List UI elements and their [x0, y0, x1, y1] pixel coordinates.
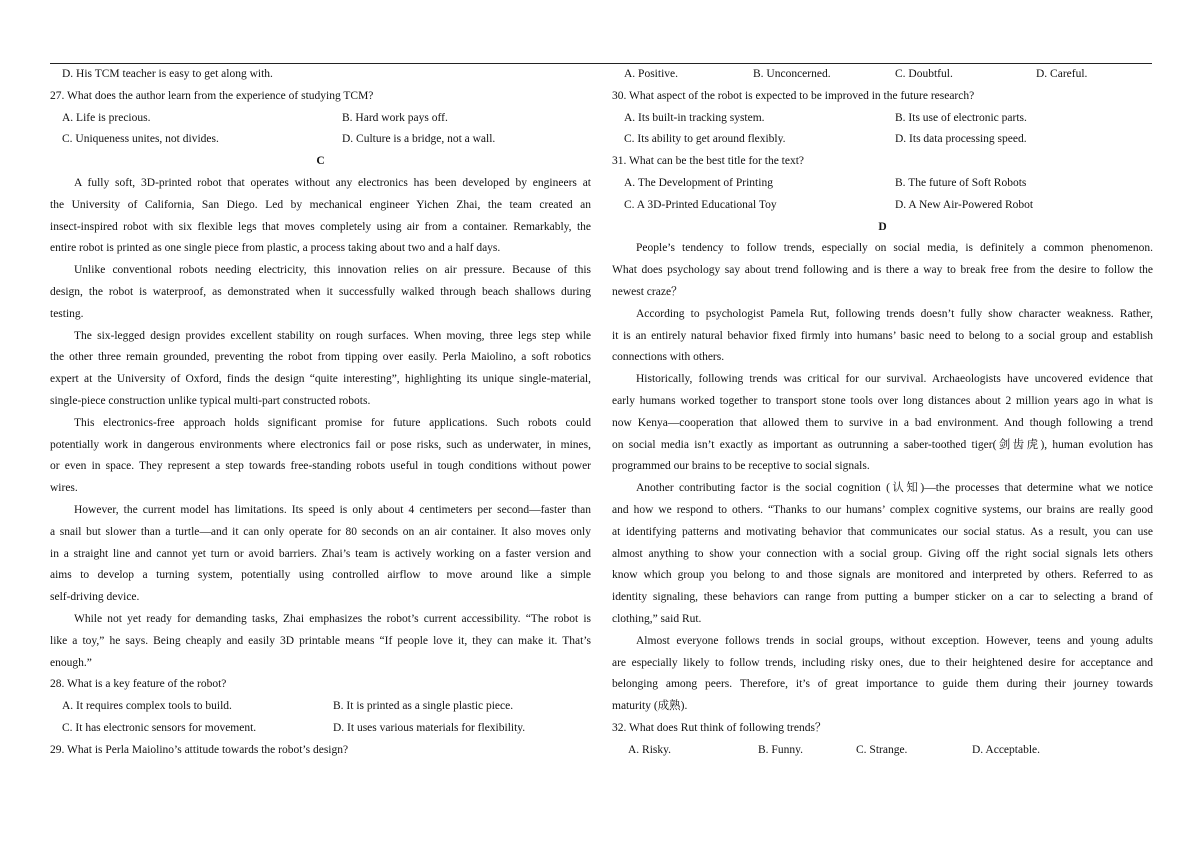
text-line: or even in space. They represent a step towards free-standing robots useful in tough conditions without power	[50, 460, 591, 473]
option-d: D. Culture is a bridge, not a wall.	[342, 133, 496, 146]
text-line: According to psychologist Pamela Rut, following trends doesn’t fully show character weakness. Rather,	[636, 307, 1153, 320]
text-line: enough.”	[50, 656, 92, 669]
q26-option-d: D. His TCM teacher is easy to get along with.	[62, 68, 273, 80]
option-d: D. It uses various materials for flexibility.	[333, 721, 526, 734]
text-line: the other three remain grounded, preventing the robot from tipping over easily. Perla Maiolino, a soft robotics	[50, 351, 591, 364]
left-column	[50, 64, 591, 762]
question-28	[50, 674, 591, 739]
text-line: People’s tendency to follow trends, especially on social media, is definitely a common phenomenon.	[636, 242, 1153, 255]
text-line: However, the current model has limitations. Its speed is only about 4 centimeters per second—faster than	[74, 503, 591, 516]
question-stem: 30. What aspect of the robot is expected to be improved in the future research?	[612, 89, 975, 102]
option-b: B. Unconcerned.	[753, 68, 831, 80]
option-a: A. It requires complex tools to build.	[62, 700, 232, 713]
passage-d-paragraph-5	[612, 631, 1153, 718]
text-line: it is an entirely natural behavior fixed firmly into humans’ basic need to belong to a social group and establish	[612, 329, 1153, 342]
text-line: What does psychology say about trend following and is there a way to break free from the desire to follow the	[612, 264, 1153, 277]
option-row	[612, 173, 1153, 195]
option-row	[612, 108, 1153, 130]
q29-options	[612, 64, 1153, 86]
option-c: C. Strange.	[856, 743, 908, 756]
text-line: insect-inspired robot with six flexible legs that moves completely using air from a container. Remarkably, the	[50, 220, 591, 233]
question-31	[612, 151, 1153, 216]
passage-c-paragraph-2	[50, 260, 591, 325]
text-line: Unlike conventional robots needing electricity, this innovation relies on air pressure. Because of this	[74, 264, 591, 277]
text-line: Almost everyone follows trends in social groups, without exception. However, teens and young adults	[636, 634, 1153, 647]
passage-c-paragraph-6	[50, 609, 591, 674]
question-stem: 32. What does Rut think of following trends？	[612, 721, 827, 734]
passage-c-paragraph-5	[50, 500, 591, 609]
right-column	[612, 64, 1153, 762]
passage-c-paragraph-1	[50, 173, 591, 260]
option-d: D. A New Air-Powered Robot	[895, 198, 1034, 211]
passage-d-paragraph-2	[612, 304, 1153, 369]
option-c: C. It has electronic sensors for movement.	[62, 721, 257, 734]
text-line: on social media isn’t exactly as important as outrunning a saber-toothed tiger(剑齿虎), human evolution has	[612, 438, 1153, 451]
option-row	[50, 108, 591, 130]
passage-d-paragraph-3	[612, 369, 1153, 478]
section-heading-d: D	[878, 220, 887, 233]
option-a: A. Its built-in tracking system.	[624, 111, 765, 124]
text-line: expert at the University of Oxford, finds the design “quite interesting”, highlighting its unique single-material,	[50, 373, 591, 386]
text-line: clothing,” said Rut.	[612, 612, 702, 625]
text-line: wires.	[50, 482, 78, 495]
option-row	[612, 740, 1153, 762]
text-line: know which group you belong to and those signals are monitored and interpreted by others. Referred to as	[612, 569, 1153, 582]
text-line: and how we respond to others. “Thanks to our humans’ complex cognitive systems, our brains are really good	[612, 503, 1153, 516]
option-row	[50, 129, 591, 151]
passage-c-paragraph-3	[50, 326, 591, 413]
text-line: a snail but slower than a turtle—and it can only operate for 80 seconds on an air container. It also moves only	[50, 525, 591, 538]
option-d: D. Its data processing speed.	[895, 133, 1027, 146]
text-line: at identifying patterns and motivating behavior that communicates our social status. As a result, you can use	[612, 525, 1153, 538]
text-line: belonging among peers. Therefore, it’s of great importance to guide them during their journey towards	[612, 678, 1153, 691]
text-line: entire robot is printed as one single piece from plastic, a process taking about two and a half days.	[50, 242, 501, 255]
option-row	[50, 718, 591, 740]
option-c: C. Uniqueness unites, not divides.	[62, 133, 219, 146]
option-a: A. Life is precious.	[62, 111, 151, 124]
text-line: testing.	[50, 307, 84, 320]
text-line: connections with others.	[612, 351, 725, 364]
option-b: B. It is printed as a single plastic piece.	[333, 700, 514, 713]
option-row	[50, 696, 591, 718]
text-line: aims to develop a turning system, potentially using controlled airflow to move around like a simple	[50, 569, 591, 582]
option-b: B. The future of Soft Robots	[895, 176, 1027, 189]
passage-d-paragraph-4	[612, 478, 1153, 631]
option-b: B. Funny.	[758, 743, 803, 756]
text-line: design, the robot is waterproof, as demonstrated when it successfully walked through beach shallows during	[50, 285, 591, 298]
section-heading-c: C	[316, 155, 325, 168]
question-30	[612, 86, 1153, 151]
passage-c-paragraph-4	[50, 413, 591, 500]
text-line: self-driving device.	[50, 591, 140, 604]
passage-d-paragraph-1	[612, 238, 1153, 303]
text-line: single-piece construction unlike typical multi-part constructed robots.	[50, 394, 371, 407]
text-line: almost anything to show your connection with a social group. Giving off the right social signals lets others	[612, 547, 1153, 560]
text-line: programmed our brains to be receptive to social signals.	[612, 460, 870, 473]
option-row	[612, 129, 1153, 151]
option-b: B. Hard work pays off.	[342, 111, 448, 124]
option-c: C. Its ability to get around flexibly.	[624, 133, 786, 146]
question-stem: 31. What can be the best title for the text?	[612, 155, 805, 168]
option-row	[612, 195, 1153, 217]
option-c: C. Doubtful.	[895, 68, 953, 80]
option-d: D. Careful.	[1036, 68, 1088, 80]
text-line: now Kenya—cooperation that allowed them to survive in a bad environment. And though following a trend	[612, 416, 1153, 429]
question-stem: 28. What is a key feature of the robot?	[50, 678, 227, 691]
text-line: are especially likely to follow trends, including risky ones, due to their heightened desire for acceptance and	[612, 656, 1153, 669]
text-line: Historically, following trends was critical for our survival. Archaeologists have uncovered evidence that	[636, 373, 1153, 386]
text-line: early humans worked together to transport stone tools over long distances about 2 million years ago in what is	[612, 394, 1153, 407]
option-c: C. A 3D-Printed Educational Toy	[624, 198, 777, 211]
text-line: in a straight line and cannot yet turn or avoid barriers. Zhai’s team is actively working on a faster version and	[50, 547, 591, 560]
text-line: maturity (成熟).	[612, 700, 688, 713]
text-line: newest craze？	[612, 285, 683, 298]
option-d: D. Acceptable.	[972, 743, 1041, 756]
option-a: A. The Development of Printing	[624, 176, 773, 189]
question-29-stem: 29. What is Perla Maiolino’s attitude towards the robot’s design?	[50, 743, 349, 756]
text-line: A fully soft, 3D-printed robot that operates without any electronics has been developed by engineers at	[74, 176, 591, 189]
text-line: Another contributing factor is the social cognition (认知)—the processes that determine what we notice	[636, 482, 1153, 495]
question-27	[50, 86, 591, 151]
text-line: like a toy,” he says. Being cheaply and easily 3D printable means “If people love it, they can make it. That’s	[50, 634, 591, 647]
option-a: A. Risky.	[628, 743, 672, 756]
question-32	[612, 718, 1153, 762]
text-line: potentially work in dangerous environments where electronics fail or pose risks, such as underwater, in mines,	[50, 438, 591, 451]
text-line: The six-legged design provides excellent stability on rough surfaces. When moving, three legs step while	[74, 329, 591, 342]
text-line: While not yet ready for demanding tasks, Zhai emphasizes the robot’s current accessibility. “The robot is	[74, 612, 591, 625]
option-b: B. Its use of electronic parts.	[895, 111, 1027, 124]
text-line: identity signaling, these behaviors can range from putting a bumper sticker on a car to selecting a brand of	[612, 591, 1153, 604]
text-line: This electronics-free approach holds significant promise for future applications. Such robots could	[74, 416, 591, 429]
text-line: the University of California, San Diego. Led by mechanical engineer Yichen Zhai, the team created an	[50, 198, 591, 211]
option-a: A. Positive.	[624, 68, 678, 80]
question-stem: 27. What does the author learn from the experience of studying TCM?	[50, 89, 374, 102]
